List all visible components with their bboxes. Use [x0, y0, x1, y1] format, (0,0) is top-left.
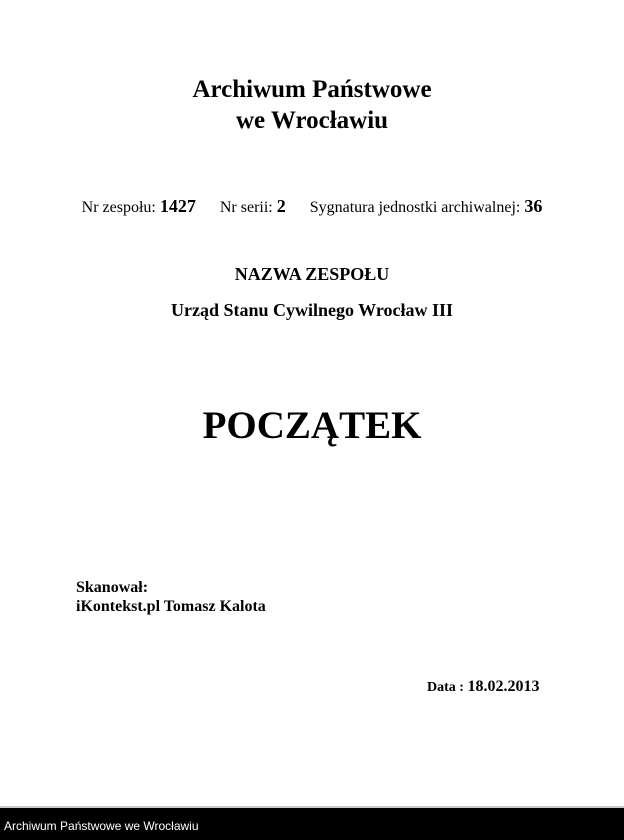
- fonds-number-value: 1427: [159, 196, 196, 216]
- footer-text: Archiwum Państwowe we Wrocławiu: [4, 819, 199, 833]
- scanned-by-value: iKontekst.pl Tomasz Kalota: [76, 598, 266, 615]
- fonds-number-label: Nr zespołu:: [81, 199, 156, 216]
- fonds-heading: NAZWA ZESPOŁU: [234, 264, 390, 284]
- signature-label: Sygnatura jednostki archiwalnej:: [309, 199, 521, 216]
- date-label: Data :: [427, 680, 464, 695]
- series-number-label: Nr serii:: [219, 199, 273, 216]
- series-number-value: 2: [276, 196, 286, 216]
- scanned-by-block: [76, 578, 266, 616]
- scanned-by-label: Skanował:: [76, 579, 149, 596]
- archive-title-line2: we Wrocławiu: [235, 107, 389, 134]
- date-value: 18.02.2013: [467, 678, 540, 695]
- footer-bar: [0, 808, 624, 840]
- archive-title-line1: Archiwum Państwowe: [192, 76, 432, 103]
- date-block: [427, 678, 539, 696]
- archive-title: [0, 74, 624, 136]
- start-marker: POCZĄTEK: [202, 404, 422, 447]
- signature-value: 36: [524, 196, 543, 216]
- record-metadata: [0, 196, 624, 217]
- fonds-name: Urząd Stanu Cywilnego Wrocław III: [170, 300, 454, 320]
